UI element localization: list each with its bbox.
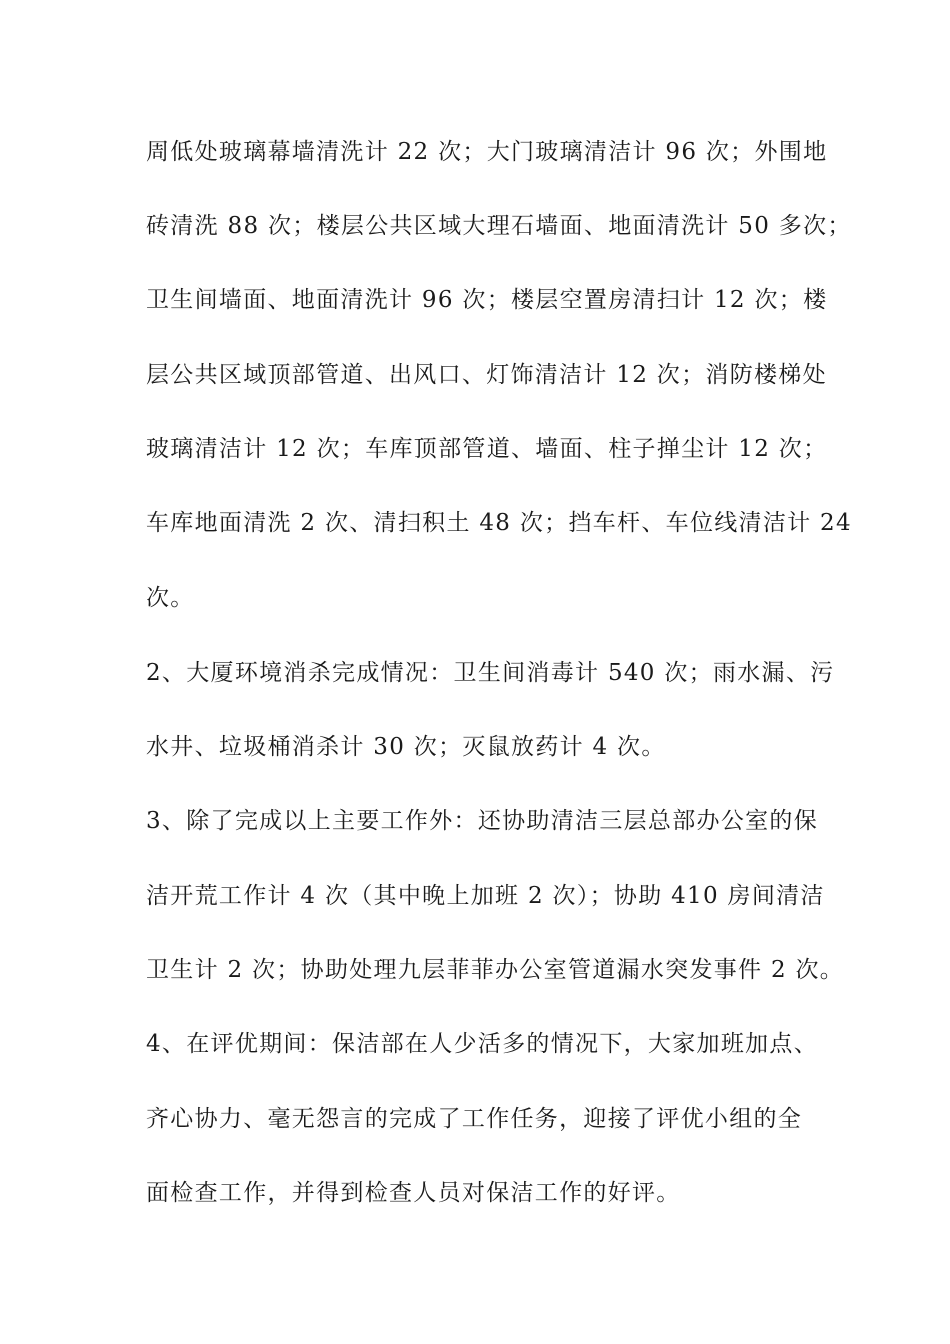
list-item-3-line: 3、除了完成以上主要工作外：还协助清洁三层总部办公室的保 <box>146 808 819 834</box>
text-line: 水井、垃圾桶消杀计 30 次；灭鼠放药计 4 次。 <box>146 734 666 760</box>
text-line: 齐心协力、毫无怨言的完成了工作任务，迎接了评优小组的全 <box>146 1106 803 1132</box>
text-line: 砖清洗 88 次；楼层公共区域大理石墙面、地面清洗计 50 多次； <box>146 213 852 239</box>
text-line: 层公共区域顶部管道、出风口、灯饰清洁计 12 次；消防楼梯处 <box>146 362 827 388</box>
text-line: 玻璃清洁计 12 次；车库顶部管道、墙面、柱子掸尘计 12 次； <box>146 436 828 462</box>
text-line: 卫生计 2 次；协助处理九层菲菲办公室管道漏水突发事件 2 次。 <box>146 957 845 983</box>
text-line: 面检查工作，并得到检查人员对保洁工作的好评。 <box>146 1180 681 1206</box>
text-line: 洁开荒工作计 4 次（其中晚上加班 2 次）；协助 410 房间清洁 <box>146 883 825 909</box>
list-item-4-line: 4、在评优期间：保洁部在人少活多的情况下，大家加班加点、 <box>146 1031 819 1057</box>
list-item-2-line: 2、大厦环境消杀完成情况：卫生间消毒计 540 次；雨水漏、污 <box>146 660 835 686</box>
text-line: 卫生间墙面、地面清洗计 96 次；楼层空置房清扫计 12 次；楼 <box>146 287 828 313</box>
text-line: 车库地面清洗 2 次、清扫积土 48 次；挡车杆、车位线清洁计 24 <box>146 510 852 536</box>
text-line: 周低处玻璃幕墙清洗计 22 次；大门玻璃清洁计 96 次；外围地 <box>146 139 828 165</box>
text-line: 次。 <box>146 585 195 611</box>
